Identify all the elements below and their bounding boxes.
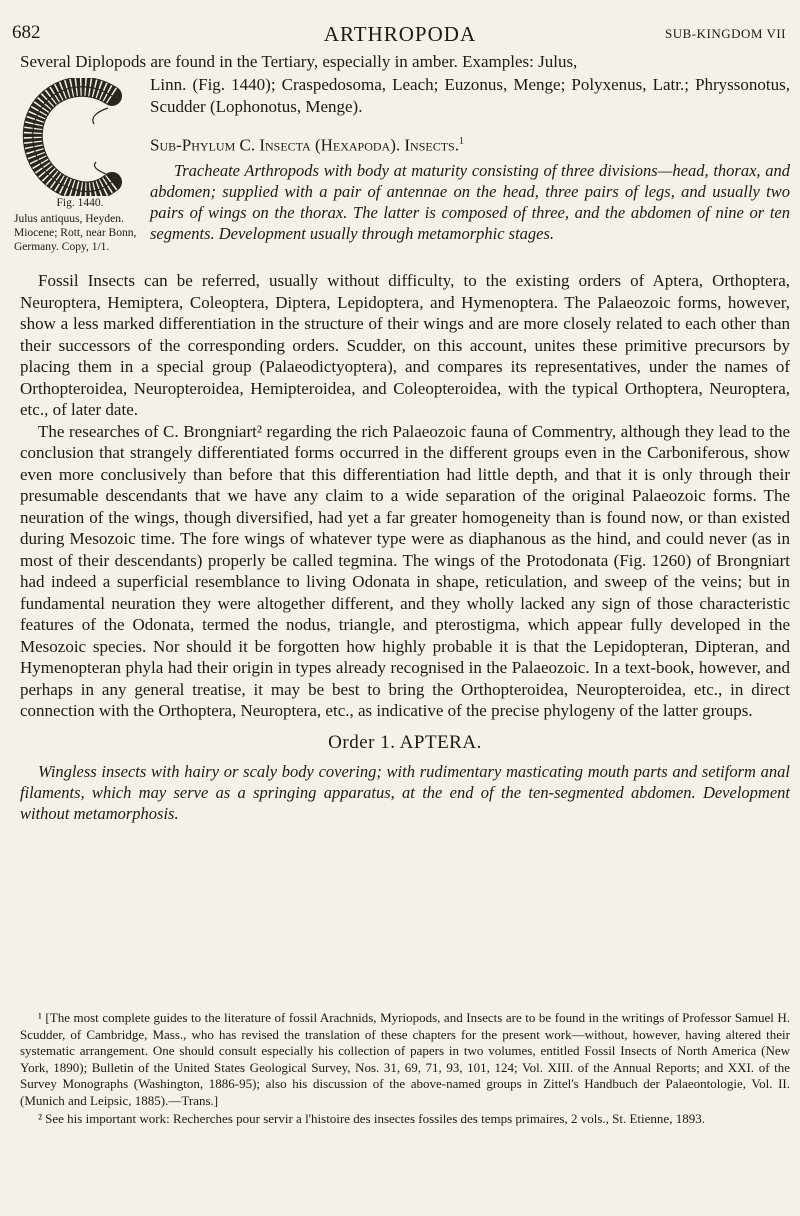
main-text — [20, 270, 790, 824]
intro-line: Several Diplopods are found in the Tertiary, especially in amber. Examples: Julus, — [20, 52, 578, 71]
side-block — [150, 74, 790, 244]
order-diagnosis: Wingless insects with hairy or scaly body covering; with rudimentary masticating mouth parts and setiform anal filaments, which may serve as a springing apparatus, at the end of the ten-segmented abdomen. Development without metamorphosis. — [20, 762, 790, 823]
figure-number: Fig. 1440. — [56, 197, 104, 209]
paragraph-2: The researches of C. Brongniart² regarding the rich Palaeozoic fauna of Commentry, although they lead to the conclusion that strangely differentiated forms occurred in the different groups even in the Carboniferous, show even more conclusively than before that this differentiation had little depth, and that it is only through their presumable descendants that we have any claim to a wide separation of the original Palaeozoic forms. The neuration of the wings, though diversified, had yet a far greater homogeneity than is found now, or than existed during Mesozoic time. The fore wings of whatever type were as diaphanous as the hind, and could never (as in most of their descendants) properly be called tegmina. The wings of the Protodonata (Fig. 1260) of Brongniart had indeed a superficial resemblance to living Odonata in shape, reticulation, and sweep of the veins; but in fundamental neuration they were altogether different, and they wholly lacked any sign of those characteristic features of the Odonata, termed the nodus, triangle, and pterostigma, which appear fully developed in the Mesozoic species. Nor should it be forgotten how highly probable it is that the Lepidopteran, Dipteran, and Hymenopteran phyla had their origin in types already recognised in the Palaeozoic. In a text-book, however, and perhaps in any general treatise, it may be best to bring the Orthopteroidea, Neuropteroidea, etc., in direct connection with the Orthoptera, Neuroptera, etc., as indicative of the precise phylogeny of the latter groups. — [20, 421, 790, 720]
subphylum-heading: Sub-Phylum C. Insecta (Hexapoda). Insects.$^1$ — [150, 135, 464, 155]
running-subtitle: SUB-KINGDOM VII — [664, 26, 786, 41]
footnotes — [20, 1010, 790, 1130]
footnote-1: ¹ [The most complete guides to the literature of fossil Arachnids, Myriopods, and Insects are to be found in the writings of Professor Samuel H. Scudder, of Cambridge, Mass., who has revised the translation of these chapters for the present work—without, however, having altered their systematic arrangement. One should consult especially his collection of papers in two volumes, entitled Fossil Insects of North America (New York, 1890); Bulletin of the United States Geological Survey, Nos. 31, 69, 71, 93, 101, 124; Vol. XIII. of the Annual Reports; and XXI. of the Survey Monographs (Washington, 1886-95); also his discussion of the above-named groups in Zittel's Handbuch der Palaeontologie, Vol. II. (Munich and Leipsic, 1885).—Trans.] — [20, 1010, 790, 1108]
paragraph-1: Fossil Insects can be referred, usually without difficulty, to the existing orders of Aptera, Orthoptera, Neuroptera, Hemiptera, Coleoptera, Diptera, Lepidoptera, and Hymenoptera. The Palaeozoic forms, however, show a less marked differentiation in the structure of their wings and are more closely related to each other than their successors of the corresponding orders. Scudder, on this account, unites these primitive precursors by placing them in a special group (Palaeodictyoptera), and compares its representatives, under the names of Orthopteroidea, Neuropteroidea, Hemipteroidea, and Coleopteroidea, with the typical Orthoptera, Neuroptera, etc., of later date. — [20, 271, 790, 419]
running-header — [0, 22, 800, 52]
page-number: 682 — [12, 22, 41, 43]
intro-continuation: Linn. (Fig. 1440); Craspedosoma, Leach; Euzonus, Menge; Polyxenus, Latr.; Phryssonotus, Scudder (Lophonotus, Menge). — [150, 75, 790, 116]
subphylum-diagnosis: Tracheate Arthropods with body at maturity consisting of three divisions—head, thorax, and abdomen; supplied with a pair of antennae on the head, three pairs of legs, and usually two pairs of wings on the thorax. The latter is composed of three, and the abdomen of nine or ten segments. Development usually through metamorphic stages. — [150, 161, 790, 244]
footnote-ref-1[interactable]: 1 — [458, 136, 464, 147]
footnote-2: ² See his important work: Recherches pour servir a l'histoire des insectes fossiles des temps primaires, 2 vols., St. Etienne, 1893. — [38, 1111, 705, 1126]
figure-caption-text: Julus antiquus, Heyden. Miocene; Rott, near Bonn, Germany. Copy, 1/1. — [14, 213, 137, 253]
julus-fossil-icon — [20, 78, 132, 196]
order-heading: Order 1. APTERA. — [328, 731, 482, 753]
figure-caption — [14, 196, 146, 254]
running-title: ARTHROPODA — [323, 22, 477, 46]
